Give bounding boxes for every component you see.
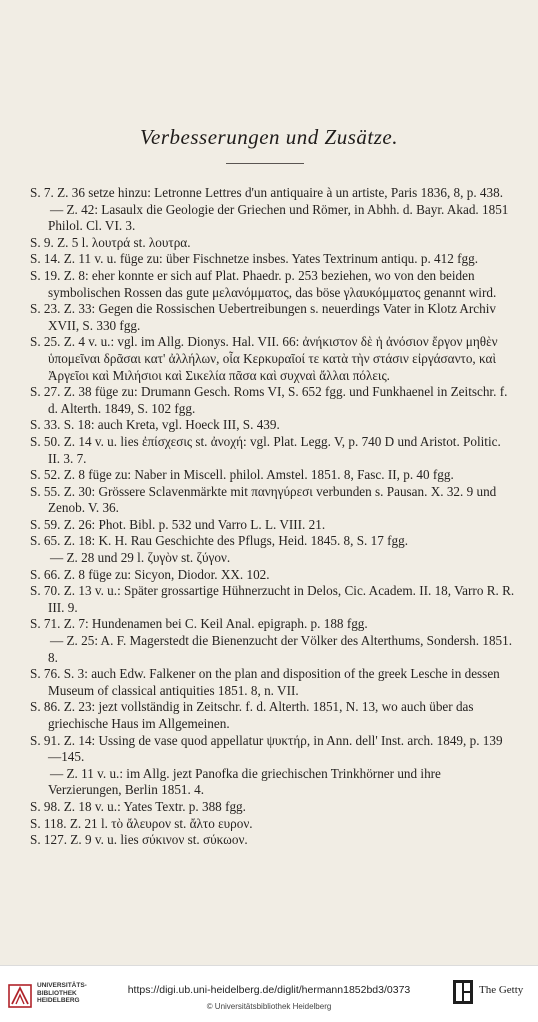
correction-entry: S. 98. Z. 18 v. u.: Yates Textr. p. 388 fgg. bbox=[30, 798, 246, 814]
correction-entry: S. 65. Z. 18: K. H. Rau Geschichte des Pflugs, Heid. 1845. 8, S. 17 fgg. bbox=[30, 533, 409, 549]
corrections-list bbox=[30, 185, 515, 849]
correction-entry: — Z. 25: A. F. Magerstedt die Bienenzucht der Völker des Alterthums, Sondersh. 1851. 8. bbox=[48, 633, 513, 665]
getty-label: The Getty bbox=[479, 984, 524, 996]
correction-entry: S. 91. Z. 14: Ussing de vase quod appellatur ψυκτήρ, in Ann. dell' Inst. arch. 1849, p. 139—145. bbox=[30, 732, 503, 765]
library-name-line: BIBLIOTHEK bbox=[37, 989, 77, 997]
correction-entry: S. 9. Z. 5 l. λουτρά st. λουτρα. bbox=[30, 234, 191, 250]
correction-entry: S. 55. Z. 30: Grössere Sclavenmärkte mit πανηγύρεσι verbunden s. Pausan. X. 32. 9 und Zenob. V. 36. bbox=[30, 483, 497, 516]
getty-logo-icon[interactable] bbox=[452, 979, 474, 1005]
correction-entry: S. 118. Z. 21 l. τὸ ἄλευρον st. ἄλτο ευρον. bbox=[30, 815, 253, 831]
library-name-line: UNIVERSITÄTS- bbox=[37, 982, 87, 989]
correction-entry: S. 27. Z. 38 füge zu: Drumann Gesch. Roms VI, S. 652 fgg. und Funkhaenel in Zeitschr. f. d. Alterth. 1849, S. 102 fgg. bbox=[30, 384, 508, 416]
correction-entry: S. 7. Z. 36 setze hinzu: Letronne Lettres d'un antiquaire à un artiste, Paris 1836, 8, p. 438. bbox=[30, 185, 503, 200]
correction-entry: S. 66. Z. 8 füge zu: Sicyon, Diodor. XX. 102. bbox=[30, 566, 270, 582]
correction-entry: S. 19. Z. 8: eher konnte er sich auf Plat. Phaedr. p. 253 beziehen, wo von den beiden symbolischen Rossen das gute μελανόμματος, das böse γλαυκόμματος genannt wird. bbox=[30, 267, 497, 300]
correction-entry: S. 52. Z. 8 füge zu: Naber in Miscell. philol. Amstel. 1851. 8, Fasc. II, p. 40 fgg. bbox=[30, 467, 454, 483]
correction-entry: S. 33. S. 18: auch Kreta, vgl. Hoeck III, S. 439. bbox=[30, 417, 280, 433]
correction-entry: S. 50. Z. 14 v. u. lies ἐπίσχεσις st. ἀνοχή: vgl. Plat. Legg. V, p. 740 D und Aristot. Politic. II. 3. 7. bbox=[30, 433, 501, 466]
correction-entry: — Z. 42: Lasaulx die Geologie der Griechen und Römer, in Abhh. d. Bayr. Akad. 1851 Philol. Cl. VI. 3. bbox=[48, 201, 509, 234]
correction-entry: S. 76. S. 3: auch Edw. Falkener on the plan and disposition of the greek Lesche in dessen Museum of classical antiquities 1851. 8, n. VII. bbox=[30, 666, 500, 698]
page-title: Verbesserungen und Zusätze. bbox=[140, 125, 398, 149]
correction-entry: S. 86. Z. 23: jezt vollständig in Zeitschr. f. d. Alterth. 1851, N. 13, wo auch über das griechische Haus im Allgemeinen. bbox=[30, 699, 474, 731]
correction-entry: — Z. 11 v. u.: im Allg. jezt Panofka die griechischen Trinkhörner und ihre Verzierungen, Berlin 1851. 4. bbox=[48, 765, 441, 798]
copyright-text: © Universitätsbibliothek Heidelberg bbox=[206, 1002, 332, 1011]
footer-bar bbox=[0, 965, 538, 1022]
correction-entry: S. 71. Z. 7: Hundenamen bei C. Keil Anal. epigraph. p. 188 fgg. bbox=[30, 616, 368, 632]
correction-entry: S. 14. Z. 11 v. u. füge zu: über Fischnetze insbes. Yates Textrinum antiqu. p. 412 fgg. bbox=[30, 251, 479, 267]
correction-entry: S. 25. Z. 4 v. u.: vgl. im Allg. Dionys. Hal. VII. 66: ἀνήκιστον δὲ ἡ ἀνόσιον ἔργον μηθὲν ὑπομεῖναι δρᾶσαι κατ' ἀλλήλων, οἷα Κερκυραῖοί τε κατὰ τὴν στάσιν εἰργάσαντο, καὶ Ἀργεῖοι καὶ Μιλήσιοι καὶ Σικελία πᾶσα καὶ συχναὶ ἄλλαι πόλεις. bbox=[30, 334, 498, 383]
source-url-link[interactable]: https://digi.ub.uni-heidelberg.de/diglit/hermann1852bd3/0373 bbox=[127, 984, 411, 996]
title-divider bbox=[226, 163, 304, 164]
correction-entry: — Z. 28 und 29 l. ζυγὸν st. ζύγον. bbox=[50, 550, 231, 566]
correction-entry: S. 70. Z. 13 v. u.: Später grossartige Hühnerzucht in Delos, Cic. Academ. II. 18, Varro R. R. III. 9. bbox=[30, 583, 515, 615]
correction-entry: S. 59. Z. 26: Phot. Bibl. p. 532 und Varro L. L. VIII. 21. bbox=[30, 516, 326, 532]
correction-entry: S. 127. Z. 9 v. u. lies σύκινον st. σύκωον. bbox=[30, 832, 248, 848]
correction-entry: S. 23. Z. 33: Gegen die Rossischen Uebertreibungen s. neuerdings Vater in Klotz Archiv XVII, S. 330 fgg. bbox=[30, 301, 496, 333]
library-name-line: HEIDELBERG bbox=[37, 997, 80, 1004]
